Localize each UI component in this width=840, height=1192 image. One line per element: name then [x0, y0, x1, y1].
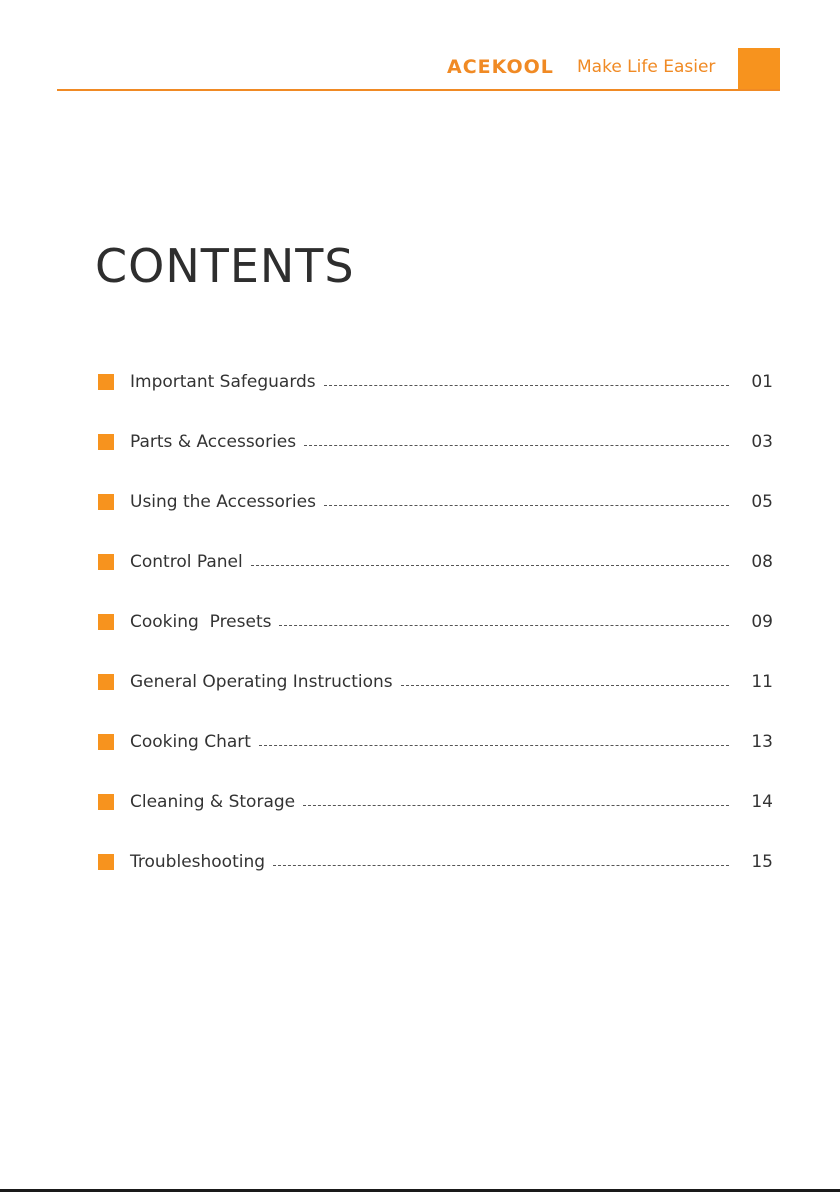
toc-entry[interactable]	[98, 722, 773, 762]
toc-entry-title: Troubleshooting	[130, 852, 266, 872]
toc-entry[interactable]	[98, 782, 773, 822]
toc-entry-title: Cleaning & Storage	[130, 792, 296, 812]
bullet-square-icon	[98, 494, 114, 510]
toc-entry[interactable]	[98, 662, 773, 702]
toc-page-number: 15	[751, 852, 773, 872]
toc-page-number: 08	[751, 552, 773, 572]
toc-entry-title: Cooking Presets	[130, 612, 272, 632]
bullet-square-icon	[98, 614, 114, 630]
toc-entry-title: Important Safeguards	[130, 372, 316, 392]
bullet-square-icon	[98, 734, 114, 750]
bullet-square-icon	[98, 554, 114, 570]
dot-leader	[401, 684, 729, 686]
dot-leader	[259, 744, 729, 746]
bullet-square-icon	[98, 674, 114, 690]
section-tab-marker	[738, 48, 780, 90]
bullet-square-icon	[98, 434, 114, 450]
bullet-square-icon	[98, 374, 114, 390]
dot-leader	[303, 804, 729, 806]
toc-entry[interactable]	[98, 482, 773, 522]
toc-entry-title: Cooking Chart	[130, 732, 251, 752]
dot-leader	[251, 564, 729, 566]
toc-entry-title: Parts & Accessories	[130, 432, 297, 452]
dot-leader	[324, 504, 729, 506]
toc-entry[interactable]	[98, 422, 773, 462]
toc-entry-title: General Operating Instructions	[130, 672, 393, 692]
brand-tagline: Make Life Easier	[577, 57, 716, 77]
header-divider	[57, 89, 780, 91]
brand-logo: ACEKOOL	[447, 56, 554, 78]
toc-page-number: 09	[751, 612, 773, 632]
toc-entry[interactable]	[98, 542, 773, 582]
toc-entry-title: Using the Accessories	[130, 492, 316, 512]
bullet-square-icon	[98, 794, 114, 810]
toc-page-number: 05	[751, 492, 773, 512]
dot-leader	[279, 624, 729, 626]
toc-entry-title: Control Panel	[130, 552, 243, 572]
toc-page-number: 11	[751, 672, 773, 692]
toc-page-number: 01	[751, 372, 773, 392]
toc-entry[interactable]	[98, 362, 773, 402]
toc-page-number: 13	[751, 732, 773, 752]
toc-page-number: 14	[751, 792, 773, 812]
table-of-contents	[98, 362, 773, 902]
toc-entry[interactable]	[98, 842, 773, 882]
toc-entry[interactable]	[98, 602, 773, 642]
dot-leader	[273, 864, 729, 866]
page-header	[0, 0, 840, 100]
bullet-square-icon	[98, 854, 114, 870]
page-title: CONTENTS	[95, 239, 355, 293]
dot-leader	[304, 444, 729, 446]
dot-leader	[324, 384, 729, 386]
toc-page-number: 03	[751, 432, 773, 452]
